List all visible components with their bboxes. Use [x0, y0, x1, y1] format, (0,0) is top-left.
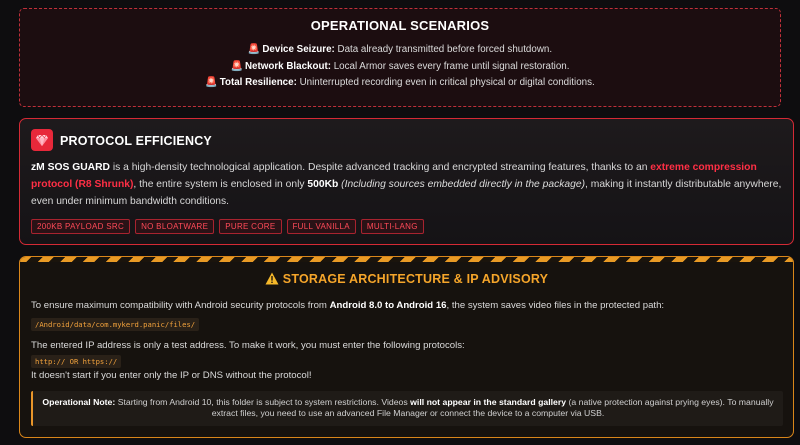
scenarios-list	[20, 42, 780, 92]
protocols-code: http:// OR https://	[31, 355, 121, 368]
scenario-label: Network Blackout:	[244, 60, 331, 72]
scenario-text: Uninterrupted recording even in critical physical or digital conditions.	[296, 77, 595, 88]
hazard-stripe	[20, 257, 793, 262]
scenario-item	[20, 42, 780, 59]
compat-paragraph	[31, 300, 664, 311]
protocol-efficiency-panel	[19, 118, 794, 245]
ip-advisory-text: The entered IP address is only a test address. To make it work, you must enter the following protocols:	[31, 340, 465, 351]
feature-tag: FULL VANILLA	[287, 219, 356, 234]
gem-icon	[31, 129, 53, 151]
scenario-text: Data already transmitted before forced shutdown.	[334, 44, 553, 55]
scenario-label: Device Seizure:	[262, 44, 335, 55]
protocol-text-2: , the entire system is enclosed in only	[133, 179, 308, 190]
operational-note	[31, 391, 783, 426]
protocol-title: PROTOCOL EFFICIENCY	[60, 134, 212, 148]
compression-highlight: extreme compression protocol (R8 Shrunk)	[31, 162, 757, 190]
protocol-warning-text: It doesn't start if you enter only the IP or DNS without the protocol!	[31, 370, 312, 381]
warning-icon	[265, 272, 279, 285]
note-text-1: Starting from Android 10, this folder is subject to system restrictions. Videos	[115, 397, 411, 407]
app-name: zM SOS GUARD	[31, 162, 110, 173]
siren-icon: 🚨	[247, 44, 261, 55]
size-note: (Including sources embedded directly in the package)	[338, 179, 586, 190]
protocol-text-1: is a high-density technological application. Despite advanced tracking and encrypted streaming features, thanks to an	[109, 162, 651, 173]
scenario-item	[20, 75, 780, 92]
compat-text-post: , the system saves video files in the protected path:	[446, 300, 665, 311]
note-text-2: (a native protection against prying eyes). To manually extract files, you need to use an advanced File Manager or connect the device to a computer via USB.	[211, 397, 774, 418]
protocol-text-3: , making it instantly distributable anywhere, even under minimum bandwidth conditions.	[31, 179, 782, 207]
scenario-label: Total Resilience:	[219, 77, 297, 88]
storage-advisory-panel	[19, 256, 794, 438]
siren-icon: 🚨	[205, 77, 218, 88]
storage-title-row	[20, 272, 793, 286]
gem-icon-graphic	[35, 133, 49, 147]
feature-tag: PURE CORE	[219, 219, 281, 234]
operational-scenarios-panel	[19, 8, 781, 107]
scenario-item	[20, 59, 780, 76]
package-size: 500Kb	[307, 179, 339, 190]
note-label: Operational Note:	[42, 397, 116, 407]
storage-title: STORAGE ARCHITECTURE & IP ADVISORY	[282, 272, 549, 286]
storage-path-code: /Android/data/com.mykerd.panic/files/	[31, 318, 199, 331]
feature-tag: 200KB PAYLOAD SRC	[31, 219, 130, 234]
feature-tags	[31, 219, 424, 234]
compat-text-pre: To ensure maximum compatibility with Android security protocols from	[31, 300, 330, 311]
siren-icon: 🚨	[230, 60, 243, 72]
note-gallery-warning: will not appear in the standard gallery	[410, 397, 567, 407]
scenario-text: Local Armor saves every frame until signal restoration.	[330, 60, 570, 72]
feature-tag: NO BLOATWARE	[135, 219, 214, 234]
scenarios-title: OPERATIONAL SCENARIOS	[310, 18, 490, 33]
feature-tag: MULTI-LANG	[361, 219, 424, 234]
protocol-description	[31, 159, 783, 210]
android-version-range: Android 8.0 to Android 16	[329, 300, 447, 311]
